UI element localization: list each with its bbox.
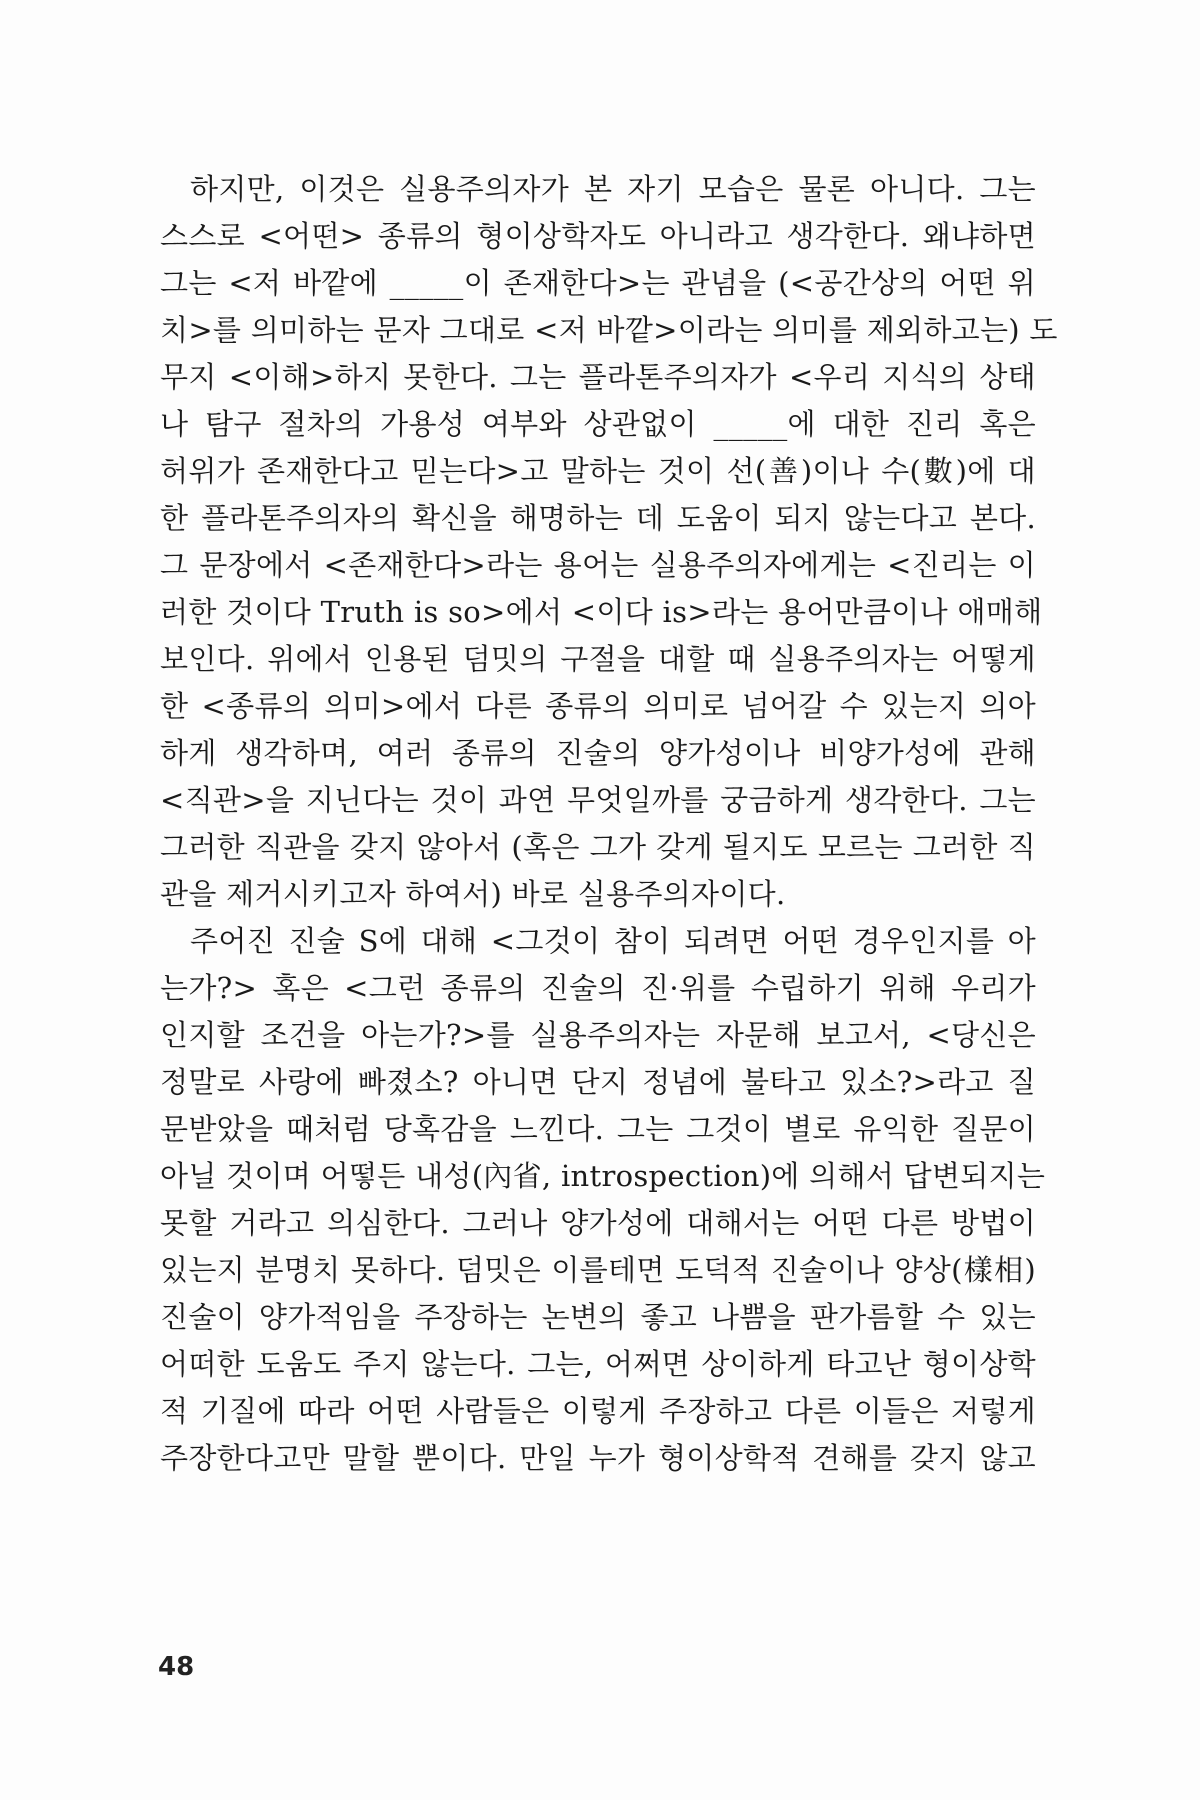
text-line: 는가?> 혹은 <그런 종류의 진술의 진·위를 수립하기 위해 우리가 — [160, 971, 1036, 1005]
paragraph-1 — [160, 166, 1058, 918]
text-line: 허위가 존재한다고 믿는다>고 말하는 것이 선(善)이나 수(數)에 대 — [160, 454, 1036, 488]
text-line: 보인다. 위에서 인용된 덤밋의 구절을 대할 때 실용주의자는 어떻게 — [160, 642, 1036, 676]
text-line: 인지할 조건을 아는가?>를 실용주의자는 자문해 보고서, <당신은 — [160, 1018, 1036, 1052]
body-text — [160, 166, 1058, 1482]
text-line: 못할 거라고 의심한다. 그러나 양가성에 대해서는 어떤 다른 방법이 — [160, 1206, 1036, 1240]
text-line: 그러한 직관을 갖지 않아서 (혹은 그가 갖게 될지도 모르는 그러한 직 — [160, 830, 1036, 864]
text-line: 그 문장에서 <존재한다>라는 용어는 실용주의자에게는 <진리는 이 — [160, 548, 1036, 582]
text-line: 진술이 양가적임을 주장하는 논변의 좋고 나쁨을 판가름할 수 있는 — [160, 1300, 1036, 1334]
text-line: 스스로 <어떤> 종류의 형이상학자도 아니라고 생각한다. 왜냐하면 — [160, 219, 1036, 253]
text-line: 무지 <이해>하지 못한다. 그는 플라톤주의자가 <우리 지식의 상태 — [160, 360, 1036, 394]
text-line: <직관>을 지닌다는 것이 과연 무엇일까를 궁금하게 생각한다. 그는 — [160, 783, 1036, 817]
text-line: 문받았을 때처럼 당혹감을 느낀다. 그는 그것이 별로 유익한 질문이 — [160, 1112, 1036, 1146]
text-line: 있는지 분명치 못하다. 덤밋은 이를테면 도덕적 진술이나 양상(樣相) — [160, 1253, 1036, 1287]
page-number: 48 — [158, 1652, 195, 1682]
text-line: 주어진 진술 S에 대해 <그것이 참이 되려면 어떤 경우인지를 아 — [190, 924, 1036, 958]
text-line: 주장한다고만 말할 뿐이다. 만일 누가 형이상학적 견해를 갖지 않고 — [160, 1441, 1036, 1475]
text-line: 치>를 의미하는 문자 그대로 <저 바깥>이라는 의미를 제외하고는) 도 — [160, 313, 1058, 347]
text-line: 정말로 사랑에 빠졌소? 아니면 단지 정념에 불타고 있소?>라고 질 — [160, 1065, 1036, 1099]
text-line: 한 플라톤주의자의 확신을 해명하는 데 도움이 되지 않는다고 본다. — [160, 501, 1036, 535]
text-line: 한 <종류의 의미>에서 다른 종류의 의미로 넘어갈 수 있는지 의아 — [160, 689, 1036, 723]
paragraph-2 — [160, 918, 1046, 1482]
text-line: 아닐 것이며 어떻든 내성(內省, introspection)에 의해서 답변되지는 — [160, 1159, 1046, 1193]
text-line: 관을 제거시키고자 하여서) 바로 실용주의자이다. — [160, 877, 786, 911]
text-line: 러한 것이다 Truth is so>에서 <이다 is>라는 용어만큼이나 애매해 — [160, 595, 1043, 629]
text-line: 적 기질에 따라 어떤 사람들은 이렇게 주장하고 다른 이들은 저렇게 — [160, 1394, 1036, 1428]
text-line: 어떠한 도움도 주지 않는다. 그는, 어쩌면 상이하게 타고난 형이상학 — [160, 1347, 1036, 1381]
text-line: 나 탐구 절차의 가용성 여부와 상관없이 _____에 대한 진리 혹은 — [160, 407, 1036, 441]
text-line: 하지만, 이것은 실용주의자가 본 자기 모습은 물론 아니다. 그는 — [190, 172, 1036, 206]
text-line: 하게 생각하며, 여러 종류의 진술의 양가성이나 비양가성에 관해 — [160, 736, 1036, 770]
text-line: 그는 <저 바깥에 _____이 존재한다>는 관념을 (<공간상의 어떤 위 — [160, 266, 1036, 300]
